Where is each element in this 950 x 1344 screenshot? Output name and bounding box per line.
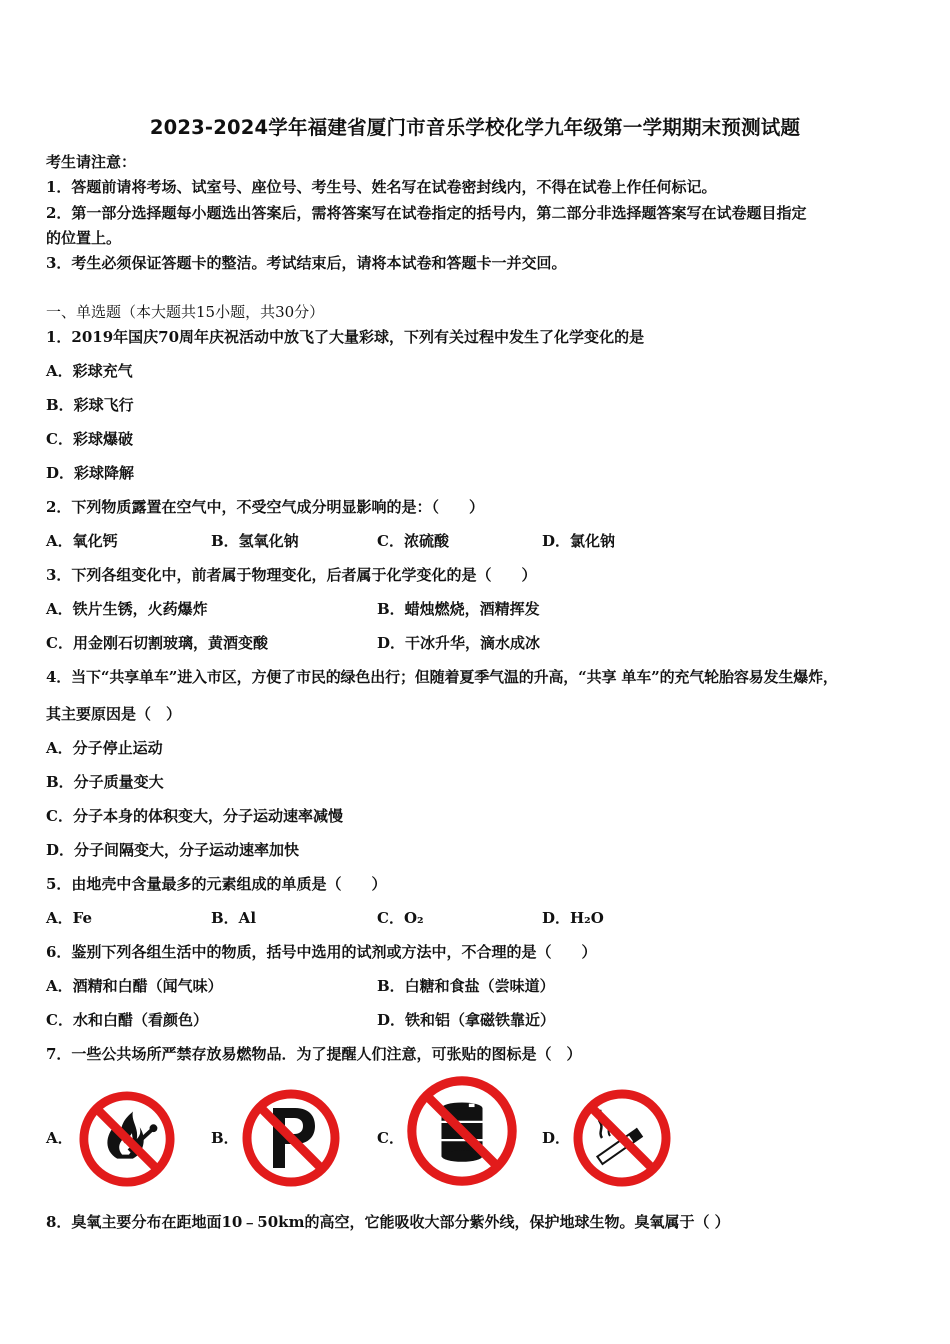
q2-option-d: D．氯化钠 <box>542 532 616 550</box>
q6-option-b: B．白糖和食盐（尝味道） <box>377 977 555 995</box>
q6-option-a: A．酒精和白醋（闻气味） <box>46 977 223 995</box>
q6-option-d: D．铁和铝（拿磁铁靠近） <box>377 1011 556 1029</box>
question-7-stem: 7．一些公共场所严禁存放易燃物品．为了提醒人们注意，可张贴的图标是（ ） <box>46 1045 582 1063</box>
q3-option-b: B．蜡烛燃烧，酒精挥发 <box>377 600 540 618</box>
notice-item: 1．答题前请将考场、试室号、座位号、考生号、姓名写在试卷密封线内，不得在试卷上作任何标记。 <box>46 178 717 196</box>
q1-option-d: D．彩球降解 <box>46 464 135 482</box>
question-2-stem: 2．下列物质露置在空气中，不受空气成分明显影响的是：（ ） <box>46 498 484 516</box>
q2-option-a: A．氧化钙 <box>46 532 118 550</box>
notice-item: 2．第一部分选择题每小题选出答案后，需将答案写在试卷指定的括号内，第二部分非选择题答案写在试卷题目指定 <box>46 204 807 222</box>
q4-option-b: B．分子质量变大 <box>46 773 164 791</box>
q2-option-c: C．浓硫酸 <box>377 532 449 550</box>
q1-option-a: A．彩球充气 <box>46 362 133 380</box>
no-smoking-icon <box>572 1088 672 1188</box>
q5-option-a: A．Fe <box>46 909 93 927</box>
q2-option-b: B．氢氧化钠 <box>211 532 299 550</box>
q5-option-b: B．Al <box>211 909 257 927</box>
q7-option-b-label: B． <box>211 1129 239 1147</box>
q1-option-c: C．彩球爆破 <box>46 430 133 448</box>
page-title: 2023-2024学年福建省厦门市音乐学校化学九年级第一学期期末预测试题 <box>149 116 801 139</box>
q1-option-b: B．彩球飞行 <box>46 396 134 414</box>
no-parking-icon <box>241 1088 341 1188</box>
q6-option-c: C．水和白醋（看颜色） <box>46 1011 208 1029</box>
q5-option-d: D．H₂O <box>542 909 604 927</box>
q3-option-d: D．干冰升华，滴水成冰 <box>377 634 541 652</box>
notice-item: 3．考生必须保证答题卡的整洁。考试结束后，请将本试卷和答题卡一并交回。 <box>46 254 567 272</box>
q4-option-a: A．分子停止运动 <box>46 739 163 757</box>
notice-heading: 考生请注意： <box>46 153 137 171</box>
question-4-stem: 4．当下“共享单车”进入市区，方便了市民的绿色出行；但随着夏季气温的升高，“共享 单车”的充气轮胎容易发生爆炸， <box>46 668 838 686</box>
question-1-stem: 1．2019年国庆70周年庆祝活动中放飞了大量彩球，下列有关过程中发生了化学变化的是 <box>46 328 645 346</box>
question-5-stem: 5．由地壳中含量最多的元素组成的单质是（ ） <box>46 875 387 893</box>
q3-option-a: A．铁片生锈，火药爆炸 <box>46 600 208 618</box>
question-6-stem: 6．鉴别下列各组生活中的物质，括号中选用的试剂或方法中，不合理的是（ ） <box>46 943 597 961</box>
q5-option-c: C．O₂ <box>377 909 424 927</box>
q3-option-c: C．用金刚石切割玻璃，黄酒变酸 <box>46 634 268 652</box>
no-oil-drum-icon <box>405 1074 519 1188</box>
q4-option-c: C．分子本身的体积变大，分子运动速率减慢 <box>46 807 343 825</box>
notice-item: 的位置上。 <box>46 229 122 247</box>
question-4-stem-cont: 其主要原因是（ ） <box>46 705 182 723</box>
question-8-stem: 8．臭氧主要分布在距地面10﹣50km的高空，它能吸收大部分紫外线，保护地球生物。臭氧属于（ ） <box>46 1213 730 1231</box>
q7-option-d-label: D． <box>542 1129 571 1147</box>
section-heading: 一、单选题（本大题共15小题，共30分） <box>46 303 325 321</box>
q4-option-d: D．分子间隔变大，分子运动速率加快 <box>46 841 300 859</box>
q7-option-c-label: C． <box>377 1129 404 1147</box>
q7-option-a-label: A． <box>46 1129 73 1147</box>
question-3-stem: 3．下列各组变化中，前者属于物理变化，后者属于化学变化的是（ ） <box>46 566 537 584</box>
no-open-flame-icon <box>78 1090 176 1188</box>
